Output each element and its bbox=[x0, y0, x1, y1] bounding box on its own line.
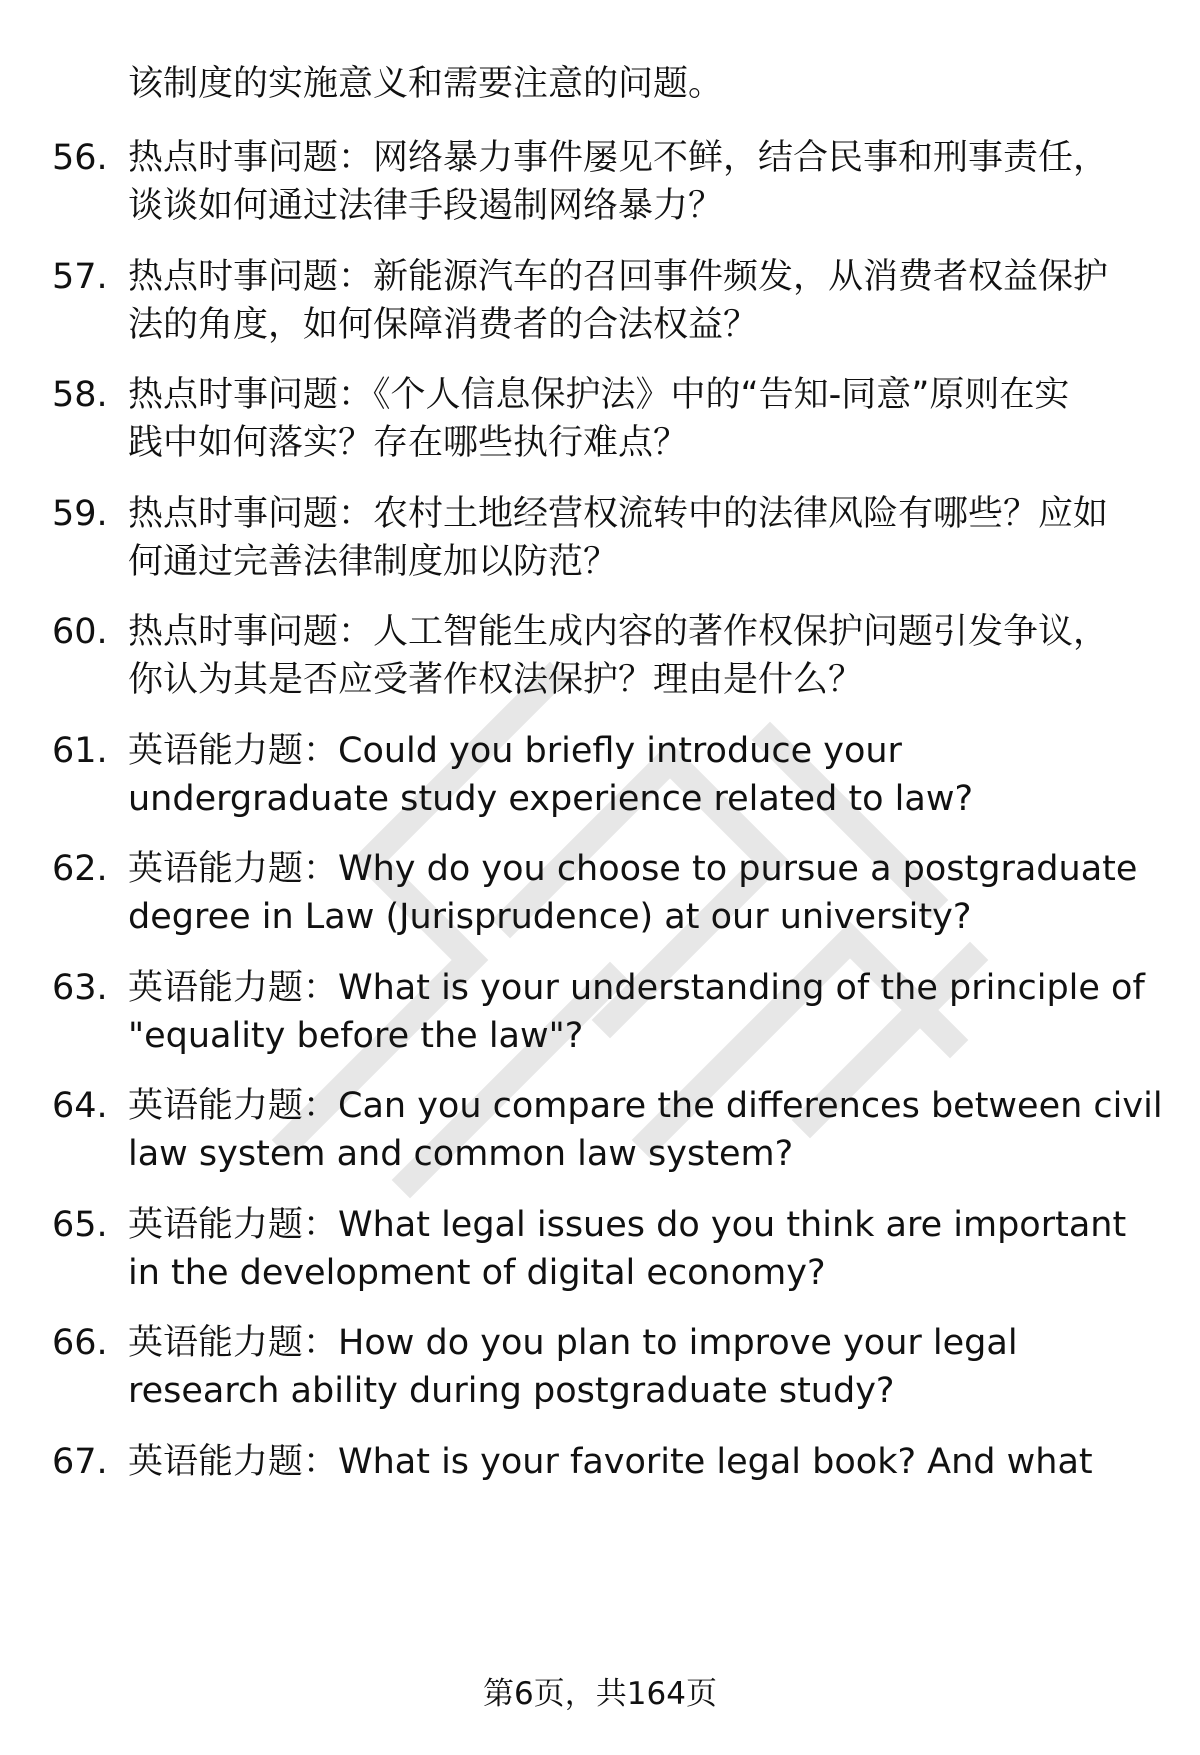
question-text-line: 热点时事问题：网络暴力事件屡见不鲜，结合民事和刑事责任， bbox=[128, 138, 1109, 178]
question-text-line: 谈谈如何通过法律手段遏制网络暴力？ bbox=[128, 186, 724, 226]
question-text-line: 热点时事问题：新能源汽车的召回事件频发，从消费者权益保护 bbox=[128, 257, 1109, 297]
question-number: 57. bbox=[52, 257, 108, 297]
question-text-line: in the development of digital economy? bbox=[128, 1253, 826, 1293]
question-number: 64. bbox=[52, 1086, 108, 1126]
question-text-line: degree in Law (Jurisprudence) at our university? bbox=[128, 897, 972, 937]
question-number: 59. bbox=[52, 494, 108, 534]
question-number: 60. bbox=[52, 612, 108, 652]
question-number: 65. bbox=[52, 1205, 108, 1245]
question-text-line: 英语能力题：What legal issues do you think are important bbox=[128, 1205, 1127, 1245]
question-number: 56. bbox=[52, 138, 108, 178]
question-text-line: research ability during postgraduate study? bbox=[128, 1371, 895, 1411]
question-number: 62. bbox=[52, 849, 108, 889]
page-footer: 第6页，共164页 bbox=[483, 1676, 717, 1712]
question-number: 58. bbox=[52, 375, 108, 415]
question-number: 61. bbox=[52, 731, 108, 771]
question-text-line: 践中如何落实？存在哪些执行难点？ bbox=[128, 423, 689, 463]
question-text-line: 你认为其是否应受著作权法保护？理由是什么？ bbox=[128, 660, 864, 700]
question-text-line: 热点时事问题：人工智能生成内容的著作权保护问题引发争议， bbox=[128, 612, 1109, 652]
question-text-line: 何通过完善法律制度加以防范？ bbox=[128, 542, 619, 582]
continuation-text: 该制度的实施意义和需要注意的问题。 bbox=[128, 64, 724, 104]
question-text-line: 英语能力题：Can you compare the differences between civil bbox=[128, 1086, 1163, 1126]
question-text-line: 英语能力题：How do you plan to improve your legal bbox=[128, 1323, 1018, 1363]
question-text-line: 热点时事问题：《个人信息保护法》中的“告知-同意”原则在实 bbox=[128, 375, 1070, 415]
question-text-line: 英语能力题：What is your understanding of the principle of bbox=[128, 968, 1145, 1008]
question-text-line: 英语能力题：Why do you choose to pursue a postgraduate bbox=[128, 849, 1138, 889]
question-text-line: 英语能力题：Could you briefly introduce your bbox=[128, 731, 902, 771]
question-number: 66. bbox=[52, 1323, 108, 1363]
question-text-line: 热点时事问题：农村土地经营权流转中的法律风险有哪些？应如 bbox=[128, 494, 1109, 534]
question-text-line: law system and common law system? bbox=[128, 1134, 794, 1174]
question-text-line: undergraduate study experience related to law? bbox=[128, 779, 974, 819]
question-text-line: 法的角度，如何保障消费者的合法权益？ bbox=[128, 305, 759, 345]
question-number: 67. bbox=[52, 1442, 108, 1482]
question-text-line: "equality before the law"? bbox=[128, 1016, 584, 1056]
question-number: 63. bbox=[52, 968, 108, 1008]
question-text-line: 英语能力题：What is your favorite legal book? And what bbox=[128, 1442, 1093, 1482]
